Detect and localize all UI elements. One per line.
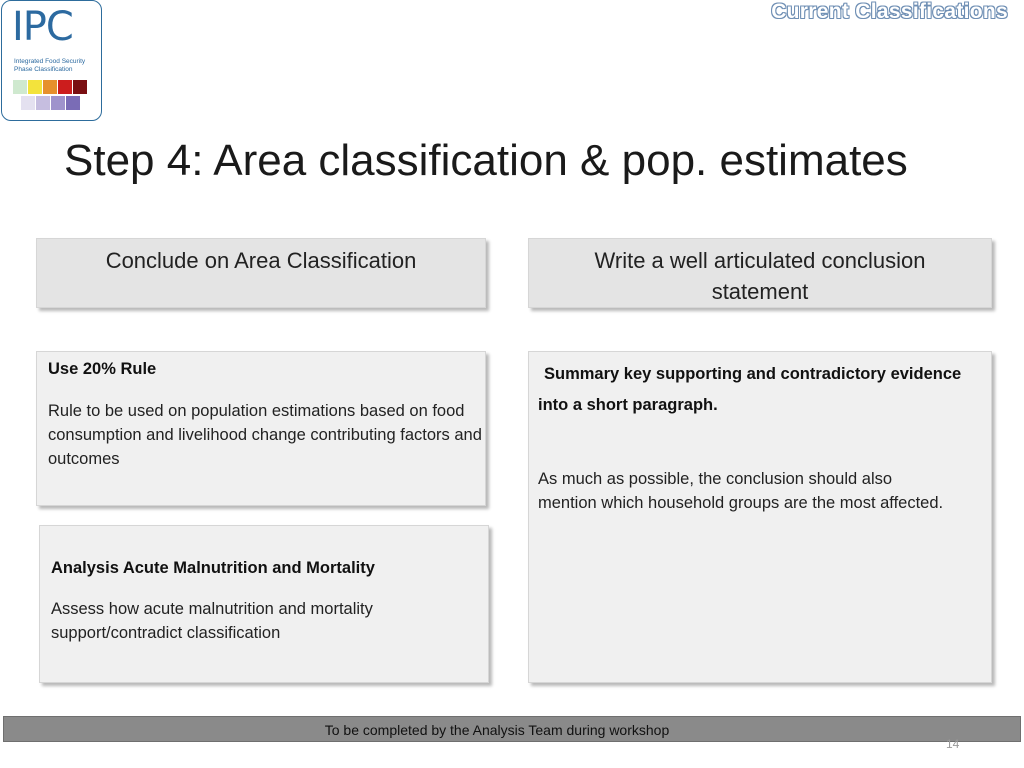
ipc-logo [1,0,102,121]
logo-swatch [66,96,80,110]
conclusion-title-line2: into a short paragraph. [538,396,718,414]
rule-box [36,351,486,506]
left-header-text: Conclude on Area Classification [105,248,417,273]
logo-swatch [28,80,42,94]
right-header-box [528,238,992,308]
rule-title: Use 20% Rule [48,360,157,378]
logo-swatch [36,96,50,110]
rule-body: Rule to be used on population estimations based on food consumption and livelihood change contributing factors and outcomes [48,402,482,468]
logo-subtitle-line1: Integrated Food Security [14,58,86,65]
logo-swatch [21,96,35,110]
left-header-box [36,238,486,308]
conclusion-body: As much as possible, the conclusion should also mention which household groups are the most affected. [538,470,944,512]
section-title: Current Classifications [771,0,1008,23]
logo-swatch [58,80,72,94]
malnutrition-title: Analysis Acute Malnutrition and Mortality [51,559,375,577]
malnutrition-body: Assess how acute malnutrition and mortality support/contradict classification [51,600,373,642]
slide-title: Step 4: Area classification & pop. estimates [64,136,908,185]
page-number: 14 [946,737,960,751]
conclusion-box [528,351,992,683]
logo-swatch [73,80,87,94]
logo-subtitle-line2: Phase Classification [14,66,73,73]
logo-swatch [43,80,57,94]
footer-bar [3,716,1021,742]
right-header-text: Write a well articulated conclusion statement [594,248,926,304]
logo-swatch [13,80,27,94]
footer-text: To be completed by the Analysis Team during workshop [324,722,670,738]
malnutrition-box [39,525,489,683]
logo-acronym: IPC [12,4,73,50]
conclusion-title-line1: Summary key supporting and contradictory evidence [544,365,962,383]
logo-swatch [51,96,65,110]
